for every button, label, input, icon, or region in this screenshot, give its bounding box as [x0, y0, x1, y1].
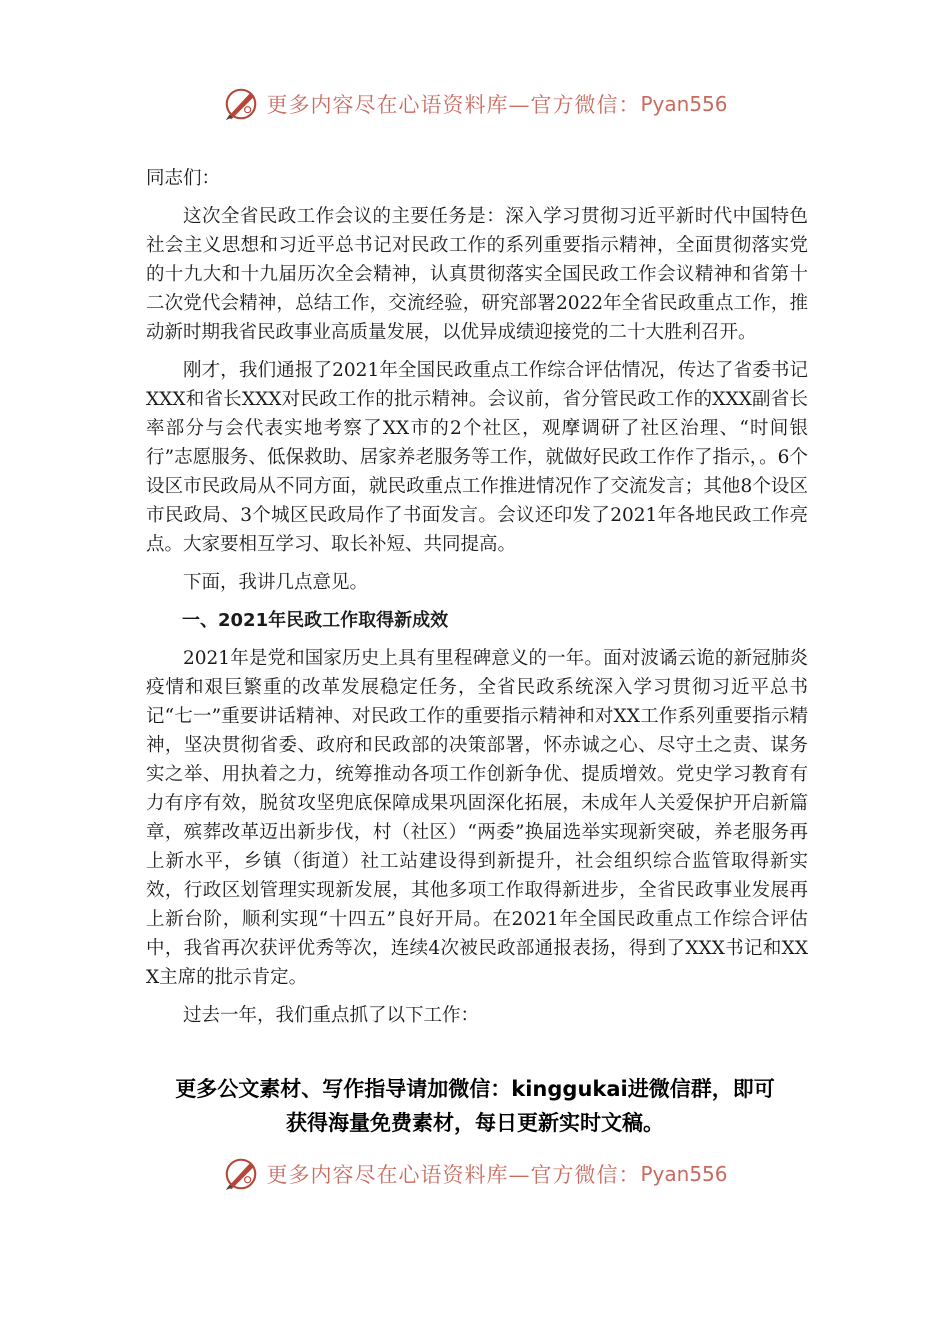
- section-paragraph-2: 过去一年，我们重点抓了以下工作：: [183, 1005, 480, 1026]
- document-body: [146, 164, 808, 1030]
- greeting: 同志们：: [146, 168, 221, 189]
- paragraph-2: 刚才，我们通报了2021年全国民政重点工作综合评估情况，传达了省委书记XXX和省长XXX对民政工作的批示精神。会议前，省分管民政工作的XXX副省长率部分与会代表实地考察了XX市的2个社区，观摩调研了社区治理、“时间银行”志愿服务、低保救助、居家养老服务等工作，就做好民政工作作了指示，。6个设区市民政局从不同方面，就民政重点工作推进情况作了交流发言；其他8个设区市民政局、3个城区民政局作了书面发言。会议还印发了2021年各地民政工作亮点。大家要相互学习、取长补短、共同提高。: [146, 360, 808, 555]
- header-banner: [0, 82, 950, 126]
- header-banner-text: 更多内容尽在心语资料库—官方微信：: [266, 93, 641, 117]
- paragraph-3: 下面，我讲几点意见。: [183, 572, 369, 593]
- footer-banner-text: 更多内容尽在心语资料库—官方微信：: [266, 1163, 641, 1187]
- promo-line-2: 获得海量免费素材，每日更新实时文稿。: [286, 1111, 664, 1135]
- footer-wechat-id: Pyan556: [640, 1162, 728, 1186]
- pen-logo-icon: [222, 1155, 260, 1193]
- section-heading: 一、2021年民政工作取得新成效: [182, 610, 449, 631]
- pen-logo-icon: [222, 85, 260, 123]
- promo-text: [120, 1072, 830, 1140]
- header-wechat-id: Pyan556: [640, 92, 728, 116]
- paragraph-1: 这次全省民政工作会议的主要任务是：深入学习贯彻习近平新时代中国特色社会主义思想和习近平总书记对民政工作的系列重要指示精神，全面贯彻落实党的十九大和十九届历次全会精神，认真贯彻落实全国民政工作会议精神和省第十二次党代会精神，总结工作，交流经验，研究部署2022年全省民政重点工作，推动新时期我省民政事业高质量发展，以优异成绩迎接党的二十大胜利召开。: [146, 206, 808, 343]
- promo-line-1: 更多公文素材、写作指导请加微信：kinggukai进微信群，即可: [175, 1077, 775, 1101]
- footer-banner: [0, 1152, 950, 1196]
- section-paragraph-1: 2021年是党和国家历史上具有里程碑意义的一年。面对波谲云诡的新冠肺炎疫情和艰巨繁重的改革发展稳定任务，全省民政系统深入学习贯彻习近平总书记“七一”重要讲话精神、对民政工作的重要指示精神和对XX工作系列重要指示精神，坚决贯彻省委、政府和民政部的决策部署，怀赤诚之心、尽守土之责、谋务实之举、用执着之力，统筹推动各项工作创新争优、提质增效。党史学习教育有力有序有效，脱贫攻坚兜底保障成果巩固深化拓展，未成年人关爱保护开启新篇章，殡葬改革迈出新步伐，村（社区）“两委”换届选举实现新突破，养老服务再上新水平，乡镇（街道）社工站建设得到新提升，社会组织综合监管取得新实效，行政区划管理实现新发展，其他多项工作取得新进步，全省民政事业发展再上新台阶，顺利实现“十四五”良好开局。在2021年全国民政重点工作综合评估中，我省再次获评优秀等次，连续4次被民政部通报表扬，得到了XXX书记和XXX主席的批示肯定。: [146, 648, 808, 988]
